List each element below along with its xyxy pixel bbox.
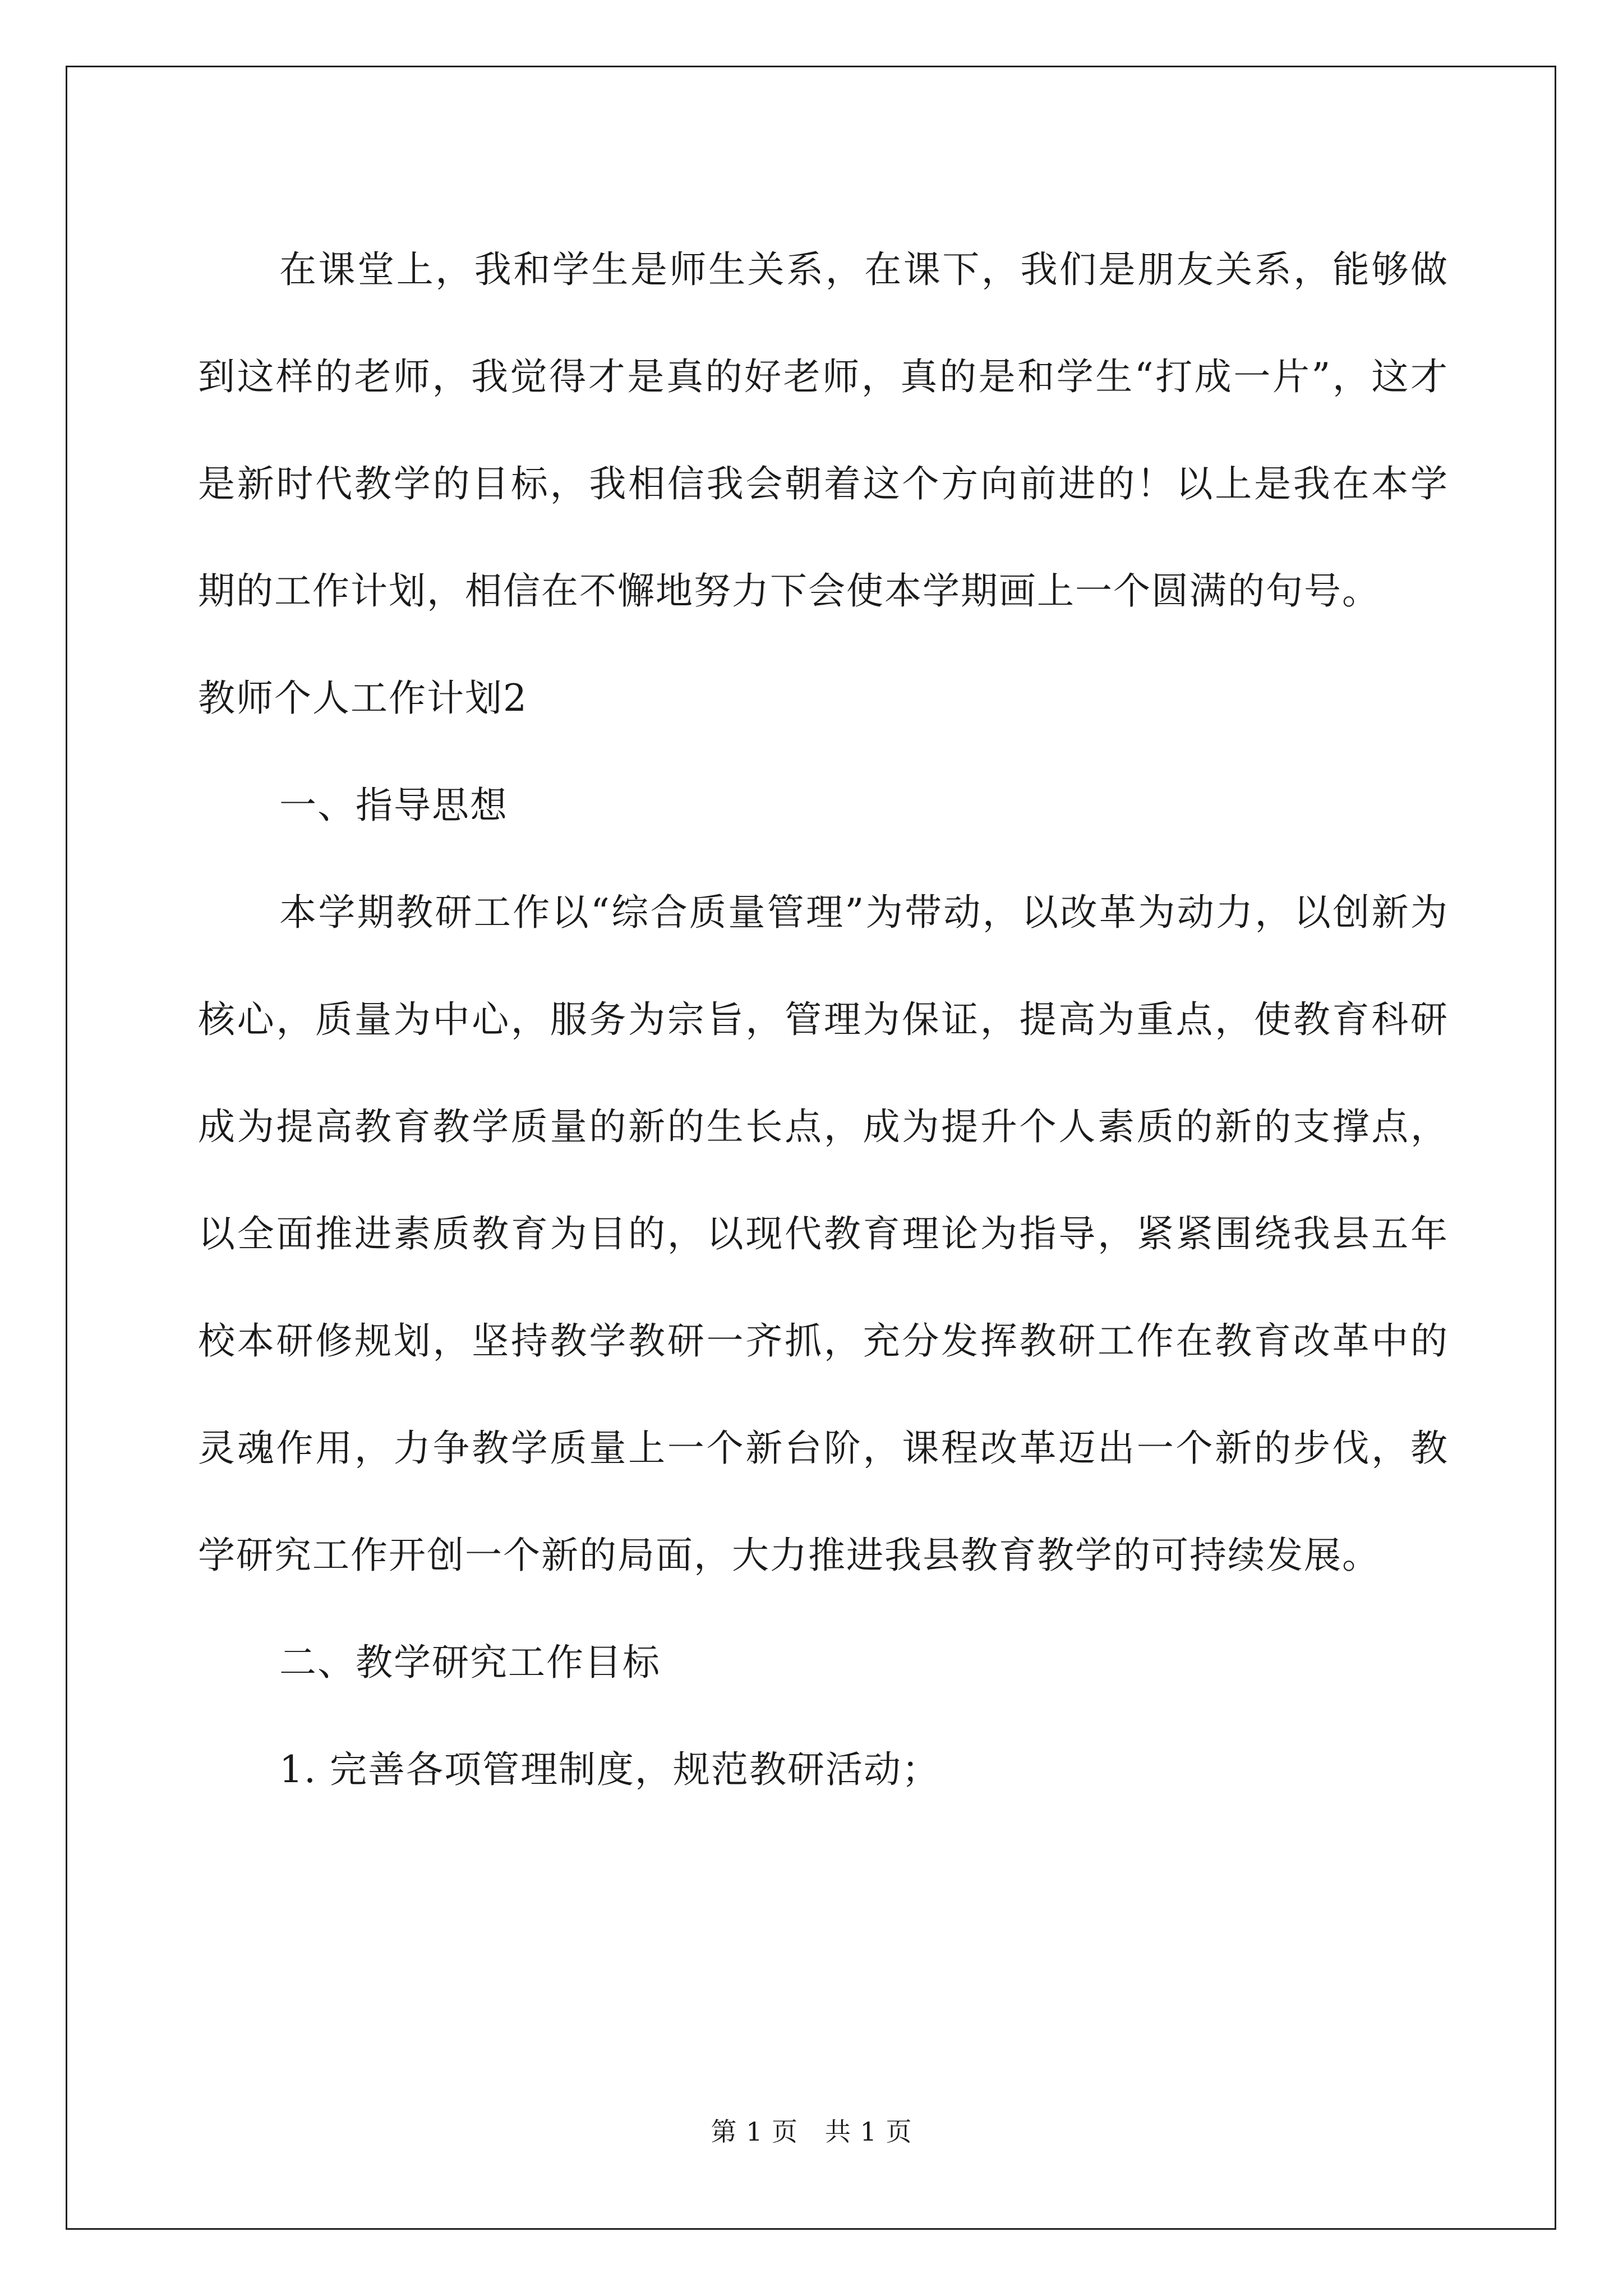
heading-guiding-thought: 一、指导思想 bbox=[279, 784, 508, 827]
section-title: 教师个人工作计划2 bbox=[198, 677, 528, 720]
document-body bbox=[198, 216, 1449, 1823]
guiding-thought-paragraph: 本学期教研工作以“综合质量管理”为带动，以改革为动力，以创新为核心，质量为中心，服务为宗旨，管理为保证，提高为重点，使教育科研成为提高教育教学质量的新的生长点，成为提升个人素质的新的支撑点，以全面推进素质教育为目的，以现代教育理论为指导，紧紧围绕我县五年校本研修规划，坚持教学教研一齐抓，充分发挥教研工作在教育改革中的灵魂作用，力争教学质量上一个新台阶，课程改革迈出一个新的步伐，教学研究工作开创一个新的局面，大力推进我县教育教学的可持续发展。 bbox=[198, 891, 1449, 1577]
closing-paragraph: 在课堂上，我和学生是师生关系，在课下，我们是朋友关系，能够做到这样的老师，我觉得才是真的好老师，真的是和学生“打成一片”，这才是新时代教学的目标，我相信我会朝着这个方向前进的！以上是我在本学期的工作计划，相信在不懈地努力下会使本学期画上一个圆满的句号。 bbox=[198, 248, 1449, 613]
page-total: 共 1 页 bbox=[825, 2116, 912, 2147]
heading-research-goals: 二、教学研究工作目标 bbox=[279, 1641, 661, 1684]
page-number: 第 1 页 bbox=[711, 2116, 798, 2147]
page-footer bbox=[0, 2115, 1623, 2148]
goal-item-1: 1. 完善各项管理制度，规范教研活动； bbox=[279, 1748, 940, 1791]
